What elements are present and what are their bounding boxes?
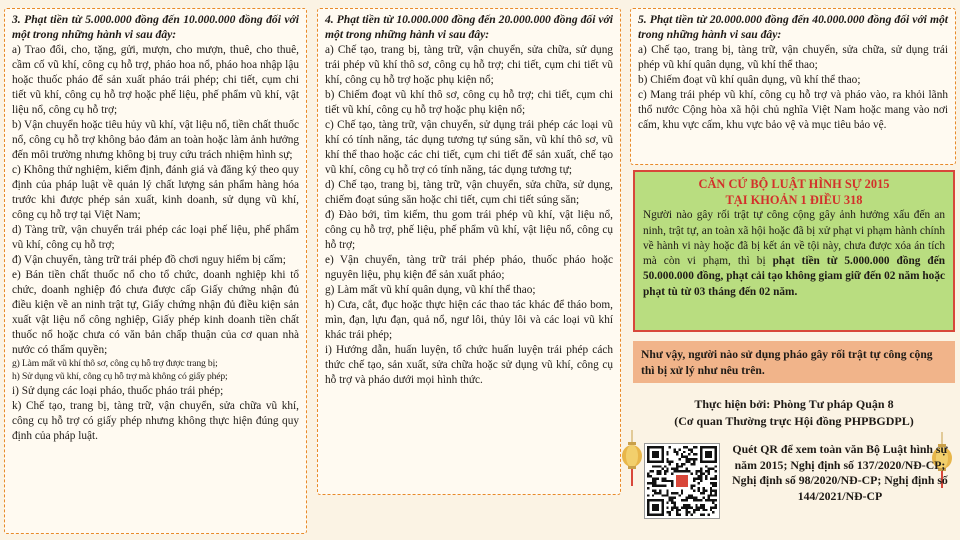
criminal-code-box bbox=[633, 170, 955, 332]
list-item: h) Sử dụng vũ khí, công cụ hỗ trợ mà không có giấy phép; bbox=[12, 370, 228, 382]
list-item: e) Vận chuyển, tàng trữ trái phép pháo, thuốc pháo hoặc nguyên liệu, phụ kiện để sản xuất pháo; bbox=[325, 254, 613, 282]
list-item: e) Bán tiền chất thuốc nổ cho tổ chức, doanh nghiệp khi tổ chức, doanh nghiệp đó chưa được cấp Giấy chứng nhận đủ điều kiện về an ninh trật tự, Giấy chứng nhận đủ điều kiện sản xuất vật liệu nổ công nghiệp, Giấy phép kinh doanh tiền chất thuốc nổ hoặc chưa có văn bản chấp thuận của cơ quan nhà nước có thẩm quyền; bbox=[12, 269, 299, 357]
list-item: c) Không thử nghiệm, kiểm định, đánh giá và đăng ký theo quy định của pháp luật về quản lý chất lượng sản phẩm hàng hóa trước khi được phép sản xuất, kinh doanh, sử dụng vũ khí, công cụ hỗ trợ tại Việt Nam; bbox=[12, 163, 299, 221]
list-item: d) Chế tạo, trang bị, tàng trữ, vận chuyển, sửa chữa, sử dụng, chiếm đoạt súng săn hoặc chi tiết, cụm chi tiết súng săn; bbox=[325, 178, 613, 206]
list-item: b) Chiếm đoạt vũ khí thô sơ, công cụ hỗ trợ; chi tiết, cụm chi tiết vũ khí, công cụ hỗ trợ hoặc phụ kiện nổ; bbox=[325, 88, 613, 116]
list-item: i) Sử dụng các loại pháo, thuốc pháo trái phép; bbox=[12, 384, 224, 397]
panel-fine-level-3 bbox=[4, 8, 307, 534]
list-item: a) Chế tạo, trang bị, tàng trữ, vận chuyển, sửa chữa, sử dụng trái phép vũ khí quân dụng, vũ khí thể thao; bbox=[638, 43, 948, 71]
list-item: b) Chiếm đoạt vũ khí quân dụng, vũ khí thể thao; bbox=[638, 73, 861, 86]
implementer-line: Thực hiện bởi: Phòng Tư pháp Quận 8 bbox=[694, 397, 894, 411]
list-item: h) Cưa, cắt, đục hoặc thực hiện các thao tác khác để tháo bom, mìn, đạn, lựu đạn, quả nổ, ngư lôi, thủy lôi và các loại vũ khí khác trái phép; bbox=[325, 299, 613, 342]
panel-title: 5. Phạt tiền từ 20.000.000 đồng đến 40.000.000 đồng đối với một trong những hành vi sau đây: bbox=[638, 13, 948, 42]
panel-title: 4. Phạt tiền từ 10.000.000 đồng đến 20.000.000 đồng đối với một trong những hành vi sau đây: bbox=[325, 13, 613, 42]
law-title: CĂN CỨ BỘ LUẬT HÌNH SỰ 2015 bbox=[698, 177, 890, 191]
lantern-icon bbox=[620, 430, 644, 490]
panel-fine-level-5 bbox=[630, 8, 956, 165]
conclusion-box: Như vậy, người nào sử dụng pháo gây rối trật tự công cộng thì bị xử lý như nêu trên. bbox=[633, 341, 955, 383]
list-item: a) Chế tạo, trang bị, tàng trữ, vận chuyển, sửa chữa, sử dụng trái phép vũ khí thô sơ, công cụ hỗ trợ; chi tiết, cụm chi tiết vũ khí, công cụ hỗ trợ hoặc phụ kiện nổ; bbox=[325, 43, 613, 86]
list-item: b) Vận chuyển hoặc tiêu hủy vũ khí, vật liệu nổ, tiền chất thuốc nổ, công cụ hỗ trợ không bảo đảm an toàn hoặc làm ảnh hưởng đến môi trường nhưng không bị truy cứu trách nhiệm hình sự; bbox=[12, 118, 299, 161]
implementer bbox=[633, 396, 955, 430]
implementer-agency: (Cơ quan Thường trực Hội đồng PHPBGDPL) bbox=[674, 413, 914, 428]
list-item: c) Mang trái phép vũ khí, công cụ hỗ trợ và pháo vào, ra khỏi lãnh thổ nước Cộng hòa xã hội chủ nghĩa Việt Nam hoặc mang vào nơi cấm, khu vực cấm, khu vực bảo vệ và mục tiêu bảo vệ. bbox=[638, 88, 948, 131]
list-item: i) Hướng dẫn, huấn luyện, tổ chức huấn luyện trái phép cách thức chế tạo, sản xuất, sửa chữa hoặc sử dụng vũ khí, công cụ hỗ trợ và pháo dưới mọi hình thức. bbox=[325, 344, 613, 387]
law-body-penalty: phạt tiền từ 5.000.000 đồng đến 50.000.000 đồng, phạt cải tạo không giam giữ đến 02 năm hoặc phạt tù từ 03 tháng đến 02 năm. bbox=[643, 255, 946, 298]
qr-note: Quét QR để xem toàn văn Bộ Luật hình sự năm 2015; Nghị định số 137/2020/NĐ-CP; Nghị định số 98/2020/NĐ-CP; Nghị định số 144/2021/NĐ-CP bbox=[732, 442, 948, 504]
list-item: d) Tàng trữ, vận chuyển trái phép các loại phế liệu, phế phẩm vũ khí, công cụ hỗ trợ; bbox=[12, 224, 299, 252]
panel-title: 3. Phạt tiền từ 5.000.000 đồng đến 10.000.000 đồng đối với một trong những hành vi sau đây: bbox=[12, 13, 299, 42]
list-item: g) Làm mất vũ khí quân dụng, vũ khí thể thao; bbox=[325, 284, 536, 297]
list-item: đ) Đào bới, tìm kiếm, thu gom trái phép vũ khí, vật liệu nổ, công cụ hỗ trợ, phế liệu, phế phẩm vũ khí, vật liệu nổ, công cụ hỗ trợ; bbox=[325, 208, 613, 252]
list-item: c) Chế tạo, tàng trữ, vận chuyển, sử dụng trái phép các loại vũ khí có tính năng, tác dụng tương tự súng săn, vũ khí thô sơ, vũ khí thể thao hoặc các chi tiết, cụm chi tiết để sản xuất, chế tạo vũ khí, công cụ hỗ trợ có tính năng, tác dụng tương tự; bbox=[325, 118, 613, 176]
panel-fine-level-4 bbox=[317, 8, 621, 495]
list-item: k) Chế tạo, trang bị, tàng trữ, vận chuyển, sửa chữa vũ khí, công cụ hỗ trợ có giấy phép nhưng không thực hiện đúng quy định của pháp luật. bbox=[12, 399, 299, 442]
list-item: a) Trao đổi, cho, tặng, gửi, mượn, cho mượn, thuê, cho thuê, cầm cố vũ khí, công cụ hỗ trợ, pháo hoa nổ, pháo hoa nhập lậu hoặc thuốc pháo để sản xuất pháo trái phép; chi tiết, cụm chi tiết vũ khí, công cụ hỗ trợ hoặc phế liệu, phế phẩm vũ khí, vật liệu nổ, công cụ hỗ trợ; bbox=[12, 43, 299, 116]
list-item: g) Làm mất vũ khí thô sơ, công cụ hỗ trợ được trang bị; bbox=[12, 358, 218, 370]
law-body-text: Người nào gây rối trật tự công cộng gây ảnh hưởng xấu đến an ninh, trật tự, an toàn xã hội hoặc đã bị xử phạt vi phạm hành chính về hành vi này hoặc đã bị kết án về tội này, chưa được xóa án tích mà còn vi phạm, thì bị bbox=[643, 209, 945, 267]
qr-code-icon[interactable] bbox=[645, 444, 719, 518]
list-item: đ) Vận chuyển, tàng trữ trái phép đồ chơi nguy hiểm bị cấm; bbox=[12, 254, 286, 267]
law-subtitle: TẠI KHOẢN 1 ĐIỀU 318 bbox=[725, 193, 863, 208]
law-body bbox=[643, 208, 945, 300]
